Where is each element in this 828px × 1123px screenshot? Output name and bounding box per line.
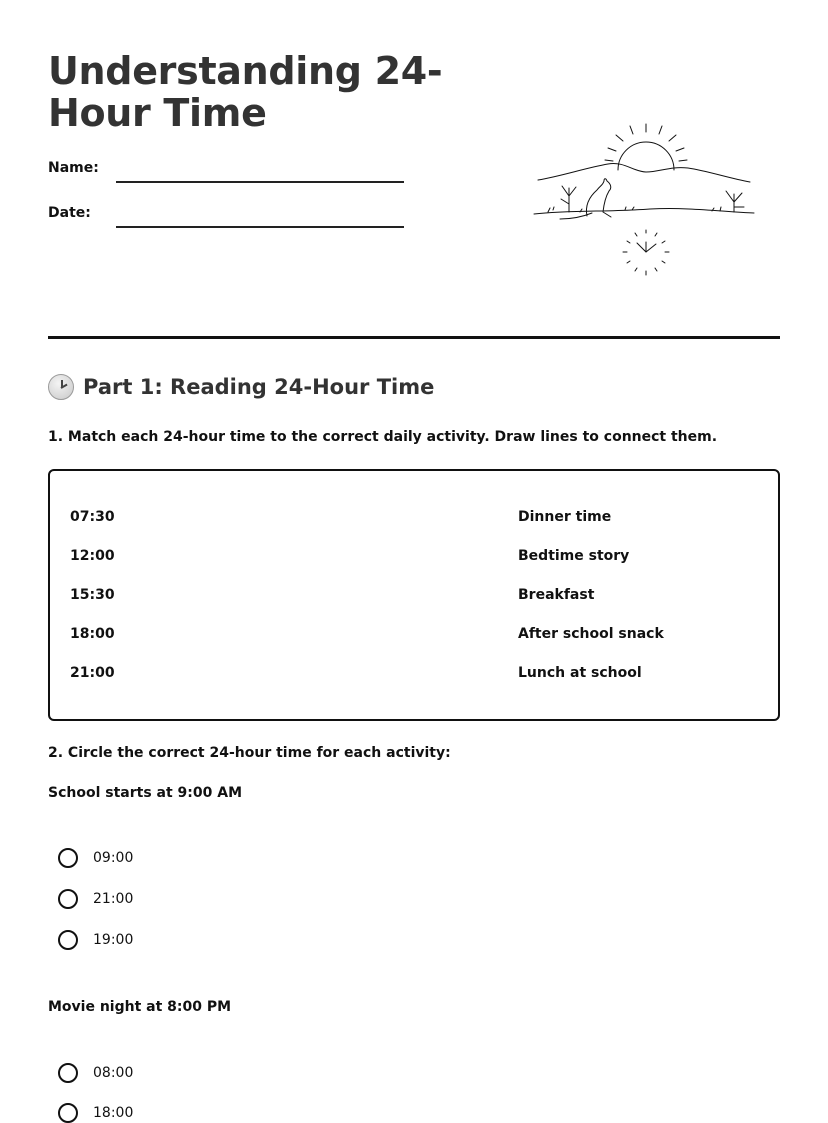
match-time[interactable]: 15:30 <box>70 587 115 603</box>
radio-circle[interactable] <box>58 1063 78 1083</box>
match-activity[interactable]: Breakfast <box>518 587 595 603</box>
match-time[interactable]: 12:00 <box>70 548 115 564</box>
match-activity[interactable]: After school snack <box>518 626 664 642</box>
section-divider <box>48 336 780 339</box>
option-label: 21:00 <box>93 891 134 907</box>
matching-box <box>48 469 780 721</box>
worksheet-title: Understanding 24-Hour Time <box>48 49 443 135</box>
answer-option[interactable] <box>58 1103 133 1123</box>
answer-option[interactable] <box>58 889 133 909</box>
question-1-prompt: 1. Match each 24-hour time to the correct daily activity. Draw lines to connect them. <box>48 429 718 445</box>
name-label: Name: <box>48 160 99 176</box>
answer-option[interactable] <box>58 930 133 950</box>
answer-option[interactable] <box>58 1063 133 1083</box>
radio-circle[interactable] <box>58 889 78 909</box>
option-label: 18:00 <box>93 1105 134 1121</box>
clock-icon <box>623 230 669 275</box>
match-time[interactable]: 21:00 <box>70 665 115 681</box>
match-activity[interactable]: Lunch at school <box>518 665 642 681</box>
radio-circle[interactable] <box>58 848 78 868</box>
radio-circle[interactable] <box>58 1103 78 1123</box>
option-label: 08:00 <box>93 1065 134 1081</box>
part1-title <box>48 374 434 400</box>
match-activity[interactable]: Bedtime story <box>518 548 630 564</box>
match-time[interactable]: 18:00 <box>70 626 115 642</box>
clock-icon <box>48 374 74 400</box>
outback-sunrise-illustration <box>530 118 758 293</box>
part1-title-text: Part 1: Reading 24-Hour Time <box>83 375 435 399</box>
hills-icon <box>538 163 750 182</box>
date-label: Date: <box>48 205 91 221</box>
kangaroo-icon <box>560 179 611 219</box>
match-time[interactable]: 07:30 <box>70 509 115 525</box>
activity-label: School starts at 9:00 AM <box>48 785 243 801</box>
name-field[interactable] <box>116 181 404 183</box>
option-label: 19:00 <box>93 932 134 948</box>
date-field[interactable] <box>116 226 404 228</box>
answer-option[interactable] <box>58 848 133 868</box>
option-label: 09:00 <box>93 850 134 866</box>
question-2-prompt: 2. Circle the correct 24-hour time for each activity: <box>48 745 451 761</box>
sun-icon <box>605 124 687 170</box>
tree-icon <box>561 186 744 212</box>
activity-label: Movie night at 8:00 PM <box>48 999 232 1015</box>
match-activity[interactable]: Dinner time <box>518 509 612 525</box>
ground-line <box>534 209 754 214</box>
radio-circle[interactable] <box>58 930 78 950</box>
